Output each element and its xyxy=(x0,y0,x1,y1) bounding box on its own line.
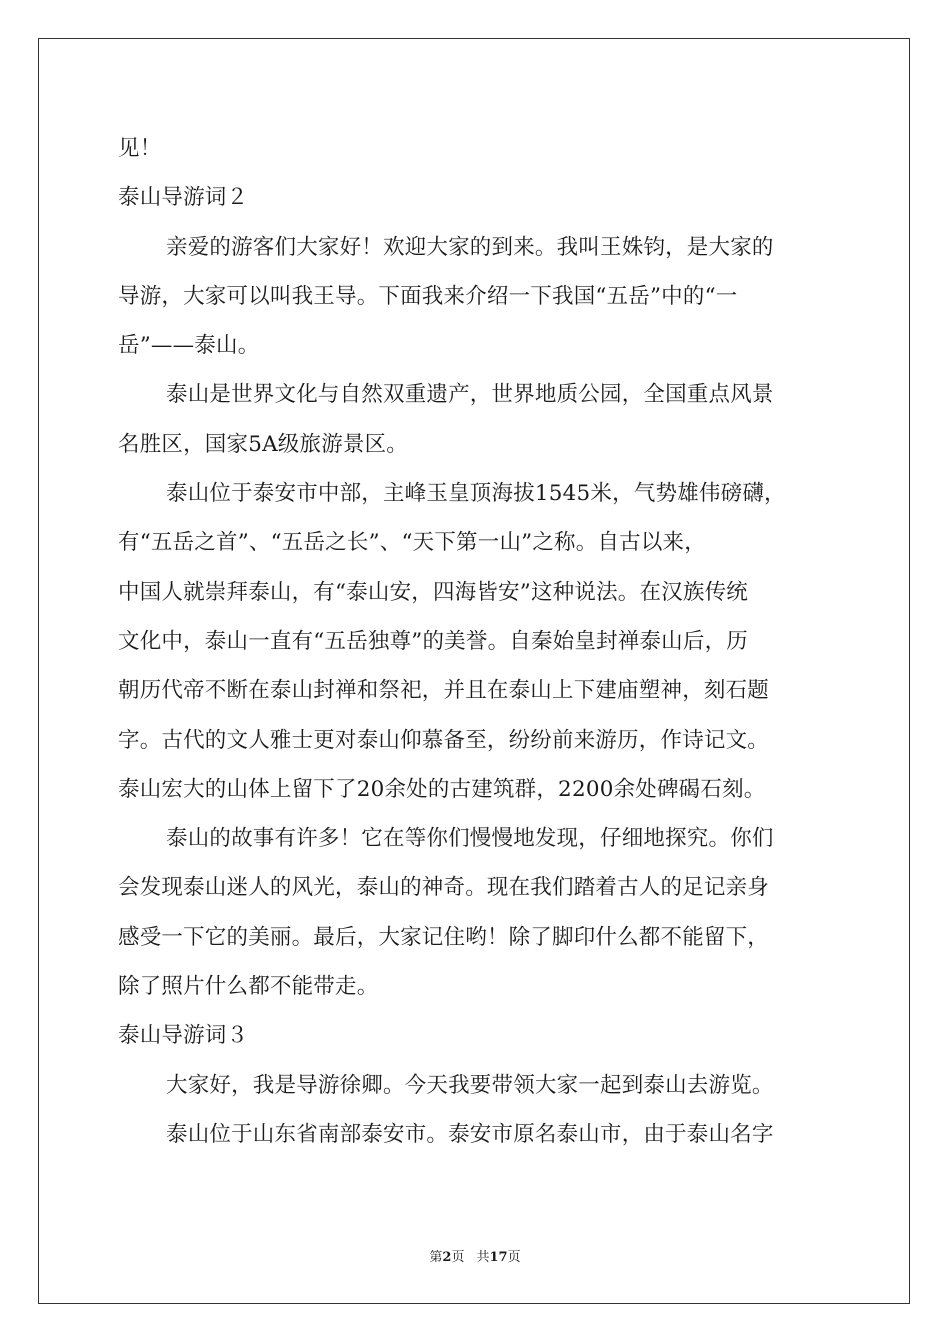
total-suffix: 页 xyxy=(507,1250,521,1265)
text-line: 名胜区，国家5A级旅游景区。 xyxy=(118,431,409,457)
text-line: 泰山是世界文化与自然双重遗产，世界地质公园，全国重点风景 xyxy=(166,382,774,408)
text-line: 文化中，泰山一直有“五岳独尊”的美誉。自秦始皇封禅泰山后，历 xyxy=(118,628,748,654)
total-page-count: 17 xyxy=(489,1250,508,1265)
text-line: 朝历代帝不断在泰山封禅和祭祀，并且在泰山上下建庙塑神，刻石题 xyxy=(118,678,770,704)
text-line: 会发现泰山迷人的风光，泰山的神奇。现在我们踏着古人的足记亲身 xyxy=(118,875,770,901)
text-line: 有“五岳之首”、“五岳之长”、“天下第一山”之称。自古以来， xyxy=(118,530,706,556)
page-suffix: 页 xyxy=(451,1250,465,1265)
text-line: 泰山导游词２ xyxy=(118,185,249,211)
page-footer xyxy=(0,1246,950,1265)
text-line: 泰山位于山东省南部泰安市。泰安市原名泰山市，由于泰山名字 xyxy=(166,1121,774,1147)
page-prefix: 第 xyxy=(429,1250,443,1265)
text-line: 导游，大家可以叫我王导。下面我来介绍一下我国“五岳”中的“一 xyxy=(118,283,738,309)
text-line: 感受一下它的美丽。最后，大家记住哟！除了脚印什么都不能留下， xyxy=(118,924,770,950)
text-line: 泰山的故事有许多！它在等你们慢慢地发现，仔细地探究。你们 xyxy=(166,826,774,852)
current-page-number: 2 xyxy=(442,1250,452,1265)
text-line: 除了照片什么都不能带走。 xyxy=(118,974,379,1000)
total-prefix: 共 xyxy=(476,1250,490,1265)
text-line: 亲爱的游客们大家好！欢迎大家的到来。我叫王姝钧，是大家的 xyxy=(166,234,774,260)
text-line: 泰山导游词３ xyxy=(118,1023,249,1049)
document-body xyxy=(118,124,838,1159)
text-line: 见！ xyxy=(118,136,162,161)
text-line: 字。古代的文人雅士更对泰山仰慕备至，纷纷前来游历，作诗记文。 xyxy=(118,727,770,753)
text-line: 大家好，我是导游徐卿。今天我要带领大家一起到泰山去游览。 xyxy=(166,1072,774,1098)
text-line: 泰山位于泰安市中部，主峰玉皇顶海拔1545米，气势雄伟磅礴， xyxy=(166,481,786,507)
text-line: 中国人就崇拜泰山，有“泰山安，四海皆安”这种说法。在汉族传统 xyxy=(118,579,748,605)
text-line: 泰山宏大的山体上留下了20余处的古建筑群，2200余处碑碣石刻。 xyxy=(118,776,766,802)
text-line: 岳”——泰山。 xyxy=(118,333,260,359)
